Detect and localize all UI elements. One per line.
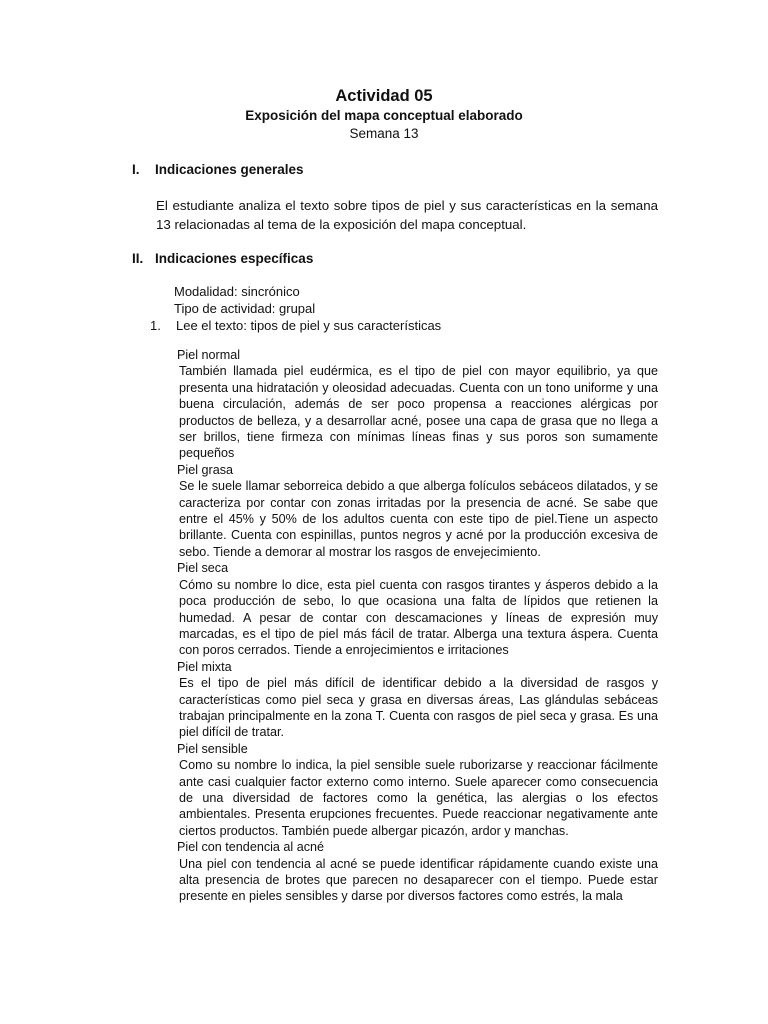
list-item-number: 1. xyxy=(150,318,161,333)
skin-type-description: También llamada piel eudérmica, es el tipo de piel con mayor equilibrio, ya que presenta una hidratación y oleosidad adecuadas. Cuenta con un tono uniforme y una buena circulación, además de ser poco propensa a reacciones alérgicas por productos de belleza, y a desarrollar acné, posee una capa de grasa que no llega a ser brillos, tiene firmeza con mínimas líneas finas y sus poros son sumamente pequeños xyxy=(179,364,658,461)
section-heading-text: Indicaciones generales xyxy=(155,162,304,177)
skin-type-description: Se le suele llamar seborreica debido a que alberga folículos sebáceos dilatados, y se caracteriza por contar con zonas irritadas por la presencia de acné. Se sabe que entre el 45% y 50% de los adultos cuenta con este tipo de piel.Tiene un aspecto brillante. Cuenta con espinillas, puntos negros y acné por la producción excesiva de sebo. Tiende a demorar al mostrar los rasgos de envejecimiento. xyxy=(179,479,658,559)
section-number: II. xyxy=(132,251,144,266)
reading-text xyxy=(179,347,658,905)
skin-type-subtitle: Piel sensible xyxy=(177,741,248,756)
skin-type-description: Una piel con tendencia al acné se puede identificar rápidamente cuando existe una alta presencia de brotes que parecen no desaparecer con el tiempo. Puede estar presente en pieles sensibles y darse por diversos factores como estrés, la mala xyxy=(179,856,658,904)
modality-text: Modalidad: sincrónico xyxy=(174,284,300,299)
skin-type-subtitle: Piel normal xyxy=(177,348,240,362)
section-number: I. xyxy=(132,162,140,177)
skin-type-description: Como su nombre lo indica, la piel sensible suele ruborizarse y reaccionar fácilmente ante casi cualquier factor externo como interno. Suele aparecer como consecuencia de una diversidad de factores como la genética, las alergias o los efectos ambientales. Presenta erupciones frecuentes. Puede reaccionar negativamente ante ciertos productos. También puede albergar picazón, ardor y manchas. xyxy=(179,758,658,838)
skin-type-subtitle: Piel seca xyxy=(177,561,229,576)
section-general-heading xyxy=(132,162,304,177)
skin-type-description: Es el tipo de piel más difícil de identificar debido a la diversidad de rasgos y características como piel seca y grasa en diversas áreas, Las glándulas sebáceas trabajan principalmente en la zona T. Cuenta con rasgos de piel seca y grasa. Es una piel difícil de tratar. xyxy=(179,676,658,740)
week-label: Semana 13 xyxy=(349,126,419,141)
skin-type-subtitle: Piel grasa xyxy=(177,462,234,477)
skin-type-description: Cómo su nombre lo dice, esta piel cuenta con rasgos tirantes y ásperos debido a la poca producción de sebo, lo que ocasiona una falta de lípidos que retienen la humedad. A pesar de contar con descamaciones y líneas de expresión muy marcadas, es el tipo de piel más fácil de tratar. Alberga una textura áspera. Cuenta con poros cerrados. Tiende a enrojecimientos e irritaciones xyxy=(179,577,658,658)
skin-type-subtitle: Piel mixta xyxy=(177,659,232,674)
general-instructions-text: El estudiante analiza el texto sobre tipos de piel y sus características en la semana 13 relacionadas al tema de la exposición del mapa conceptual. xyxy=(156,198,658,232)
page-title: Actividad 05 xyxy=(335,87,433,105)
section-specific-heading xyxy=(132,251,313,266)
page-subtitle: Exposición del mapa conceptual elaborado xyxy=(245,108,523,123)
list-item-text: Lee el texto: tipos de piel y sus características xyxy=(176,318,442,333)
section-heading-text: Indicaciones específicas xyxy=(155,251,314,266)
activity-type-text: Tipo de actividad: grupal xyxy=(174,301,316,316)
skin-type-subtitle: Piel con tendencia al acné xyxy=(177,840,325,855)
